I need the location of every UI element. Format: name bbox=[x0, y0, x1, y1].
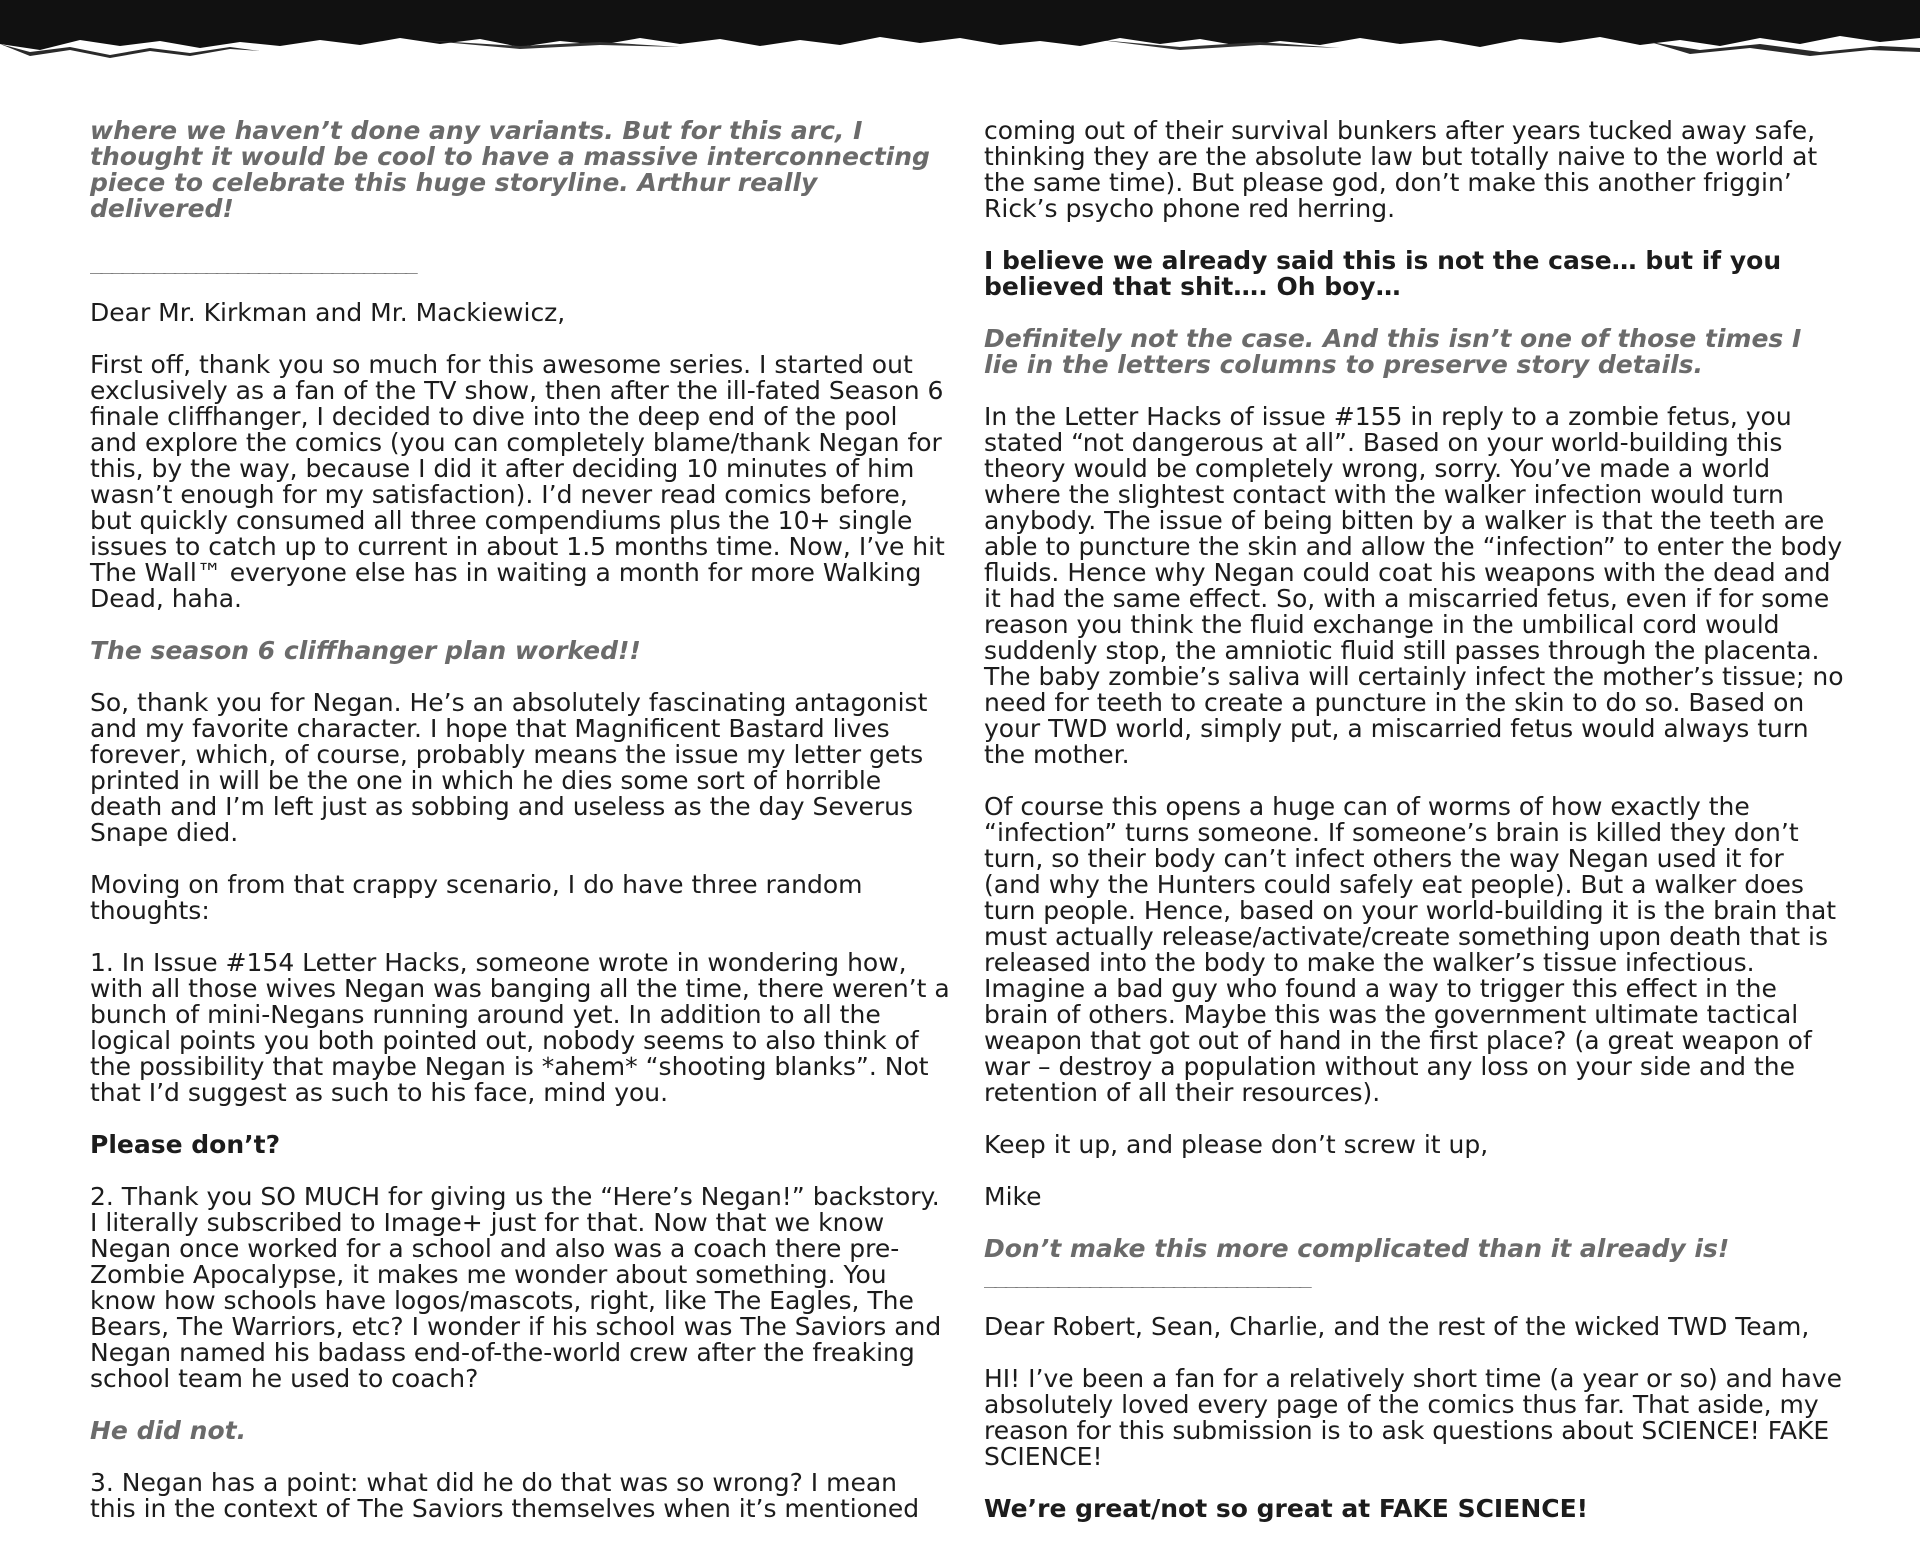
letter-paragraph: 2. Thank you SO MUCH for giving us the “Here’s Negan!” backstory. I literally subscribed to Image+ just for that. Now that we know Negan once worked for a school and also was a coach there pre-Zombie Apocalypse, it makes me wonder about something. You know how schools have logos/mascots, right, like The Eagles, The Bears, The Warriors, etc? I wonder if his school was The Saviors and Negan named his badass end-of-the-world crew after the freaking school team he used to coach? bbox=[90, 1182, 942, 1393]
letter-paragraph: coming out of their survival bunkers after years tucked away safe, thinking they are the absolute law but totally naive to the world at the same time). But please god, don’t make this another friggin’ Rick’s psycho phone red herring. bbox=[984, 116, 1818, 223]
editor-reply: He did not. bbox=[90, 1416, 247, 1445]
letter-paragraph: First off, thank you so much for this awesome series. I started out exclusively as a fan of the TV show, then after the ill-fated Season 6 finale cliffhanger, I decided to dive into the deep end of the pool and explore the comics (you can completely blame/thank Negan for this, by the way, because I did it after deciding 10 minutes of him wasn’t enough for my satisfaction). I’d never read comics before, but quickly consumed all three compendiums plus the 10+ single issues to catch up to current in about 1.5 months time. Now, I’ve hit The Wall™ everyone else has in waiting a month for more Walking Dead, haha. bbox=[90, 350, 945, 613]
editor-reply: The season 6 cliffhanger plan worked!! bbox=[90, 636, 641, 665]
letter-paragraph: Moving on from that crappy scenario, I do have three random thoughts: bbox=[90, 870, 863, 925]
letter-salutation: Dear Mr. Kirkman and Mr. Mackiewicz, bbox=[90, 298, 566, 327]
editor-reply: We’re great/not so great at FAKE SCIENCE! bbox=[984, 1494, 1589, 1523]
editor-reply: Please don’t? bbox=[90, 1130, 281, 1159]
editor-reply: where we haven’t done any variants. But for this arc, I thought it would be cool to have a massive interconnecting piece to celebrate this huge storyline. Arthur really delivered! bbox=[90, 116, 930, 223]
letter-paragraph: 3. Negan has a point: what did he do that was so wrong? I mean this in the context of The Saviors themselves when it’s mentioned bbox=[90, 1468, 920, 1523]
letter-signoff: Keep it up, and please don’t screw it up, bbox=[984, 1130, 1489, 1159]
left-column bbox=[90, 118, 950, 1548]
letter-paragraph: Of course this opens a huge can of worms of how exactly the “infection” turns someone. If someone’s brain is killed they don’t turn, so their body can’t infect others the way Negan used it for (and why the Hunters could safely eat people). But a walker does turn people. Hence, based on your world-building it is the brain that must actually release/activate/create something upon death that is released into the body to make the walker’s tissue infectious. Imagine a bad guy who found a way to trigger this effect in the brain of others. Maybe this was the government ultimate tactical weapon that got out of hand in the first place? (a great weapon of war – destroy a population without any loss on your side and the retention of all their resources). bbox=[984, 792, 1837, 1107]
letter-paragraph: In the Letter Hacks of issue #155 in reply to a zombie fetus, you stated “not dangerous at all”. Based on your world-building this theory would be completely wrong, sorry. You’ve made a world where the slightest contact with the walker infection would turn anybody. The issue of being bitten by a walker is that the teeth are able to puncture the skin and allow the “infection” to enter the body fluids. Hence why Negan could coat his weapons with the dead and it had the same effect. So, with a miscarried fetus, even if for some reason you think the fluid exchange in the umbilical cord would suddenly stop, the amniotic fluid still passes through the placenta. The baby zombie’s saliva will certainly infect the mother’s tissue; no need for teeth to create a puncture in the skin to do so. Based on your TWD world, simply put, a miscarried fetus would always turn the mother. bbox=[984, 402, 1844, 769]
letter-divider: _______________________________ bbox=[984, 1262, 1310, 1288]
editor-reply: Don’t make this more complicated than it already is! bbox=[984, 1234, 1730, 1263]
letter-divider: _______________________________ bbox=[90, 248, 416, 274]
letter-salutation: Dear Robert, Sean, Charlie, and the rest of the wicked TWD Team, bbox=[984, 1312, 1810, 1341]
letter-paragraph: HI! I’ve been a fan for a relatively short time (a year or so) and have absolutely loved every page of the comics thus far. That aside, my reason for this submission is to ask questions about SCIENCE! FAKE SCIENCE! bbox=[984, 1364, 1842, 1471]
editor-reply: Definitely not the case. And this isn’t one of those times I lie in the letters columns to preserve story details. bbox=[984, 324, 1802, 379]
letter-paragraph: 1. In Issue #154 Letter Hacks, someone wrote in wondering how, with all those wives Negan was banging all the time, there weren’t a bunch of mini-Negans running around yet. In addition to all the logical points you both pointed out, nobody seems to also think of the possibility that maybe Negan is *ahem* “shooting blanks”. Not that I’d suggest as such to his face, mind you. bbox=[90, 948, 950, 1107]
right-column bbox=[984, 118, 1844, 1548]
letter-paragraph: So, thank you for Negan. He’s an absolutely fascinating antagonist and my favorite character. I hope that Magnificent Bastard lives forever, which, of course, probably means the issue my letter gets printed in will be the one in which he dies some sort of horrible death and I’m left just as sobbing and useless as the day Severus Snape died. bbox=[90, 688, 928, 847]
editor-reply: I believe we already said this is not the case… but if you believed that shit…. Oh boy… bbox=[984, 246, 1782, 301]
brush-stroke-header bbox=[0, 0, 1920, 70]
letter-signature: Mike bbox=[984, 1182, 1042, 1211]
